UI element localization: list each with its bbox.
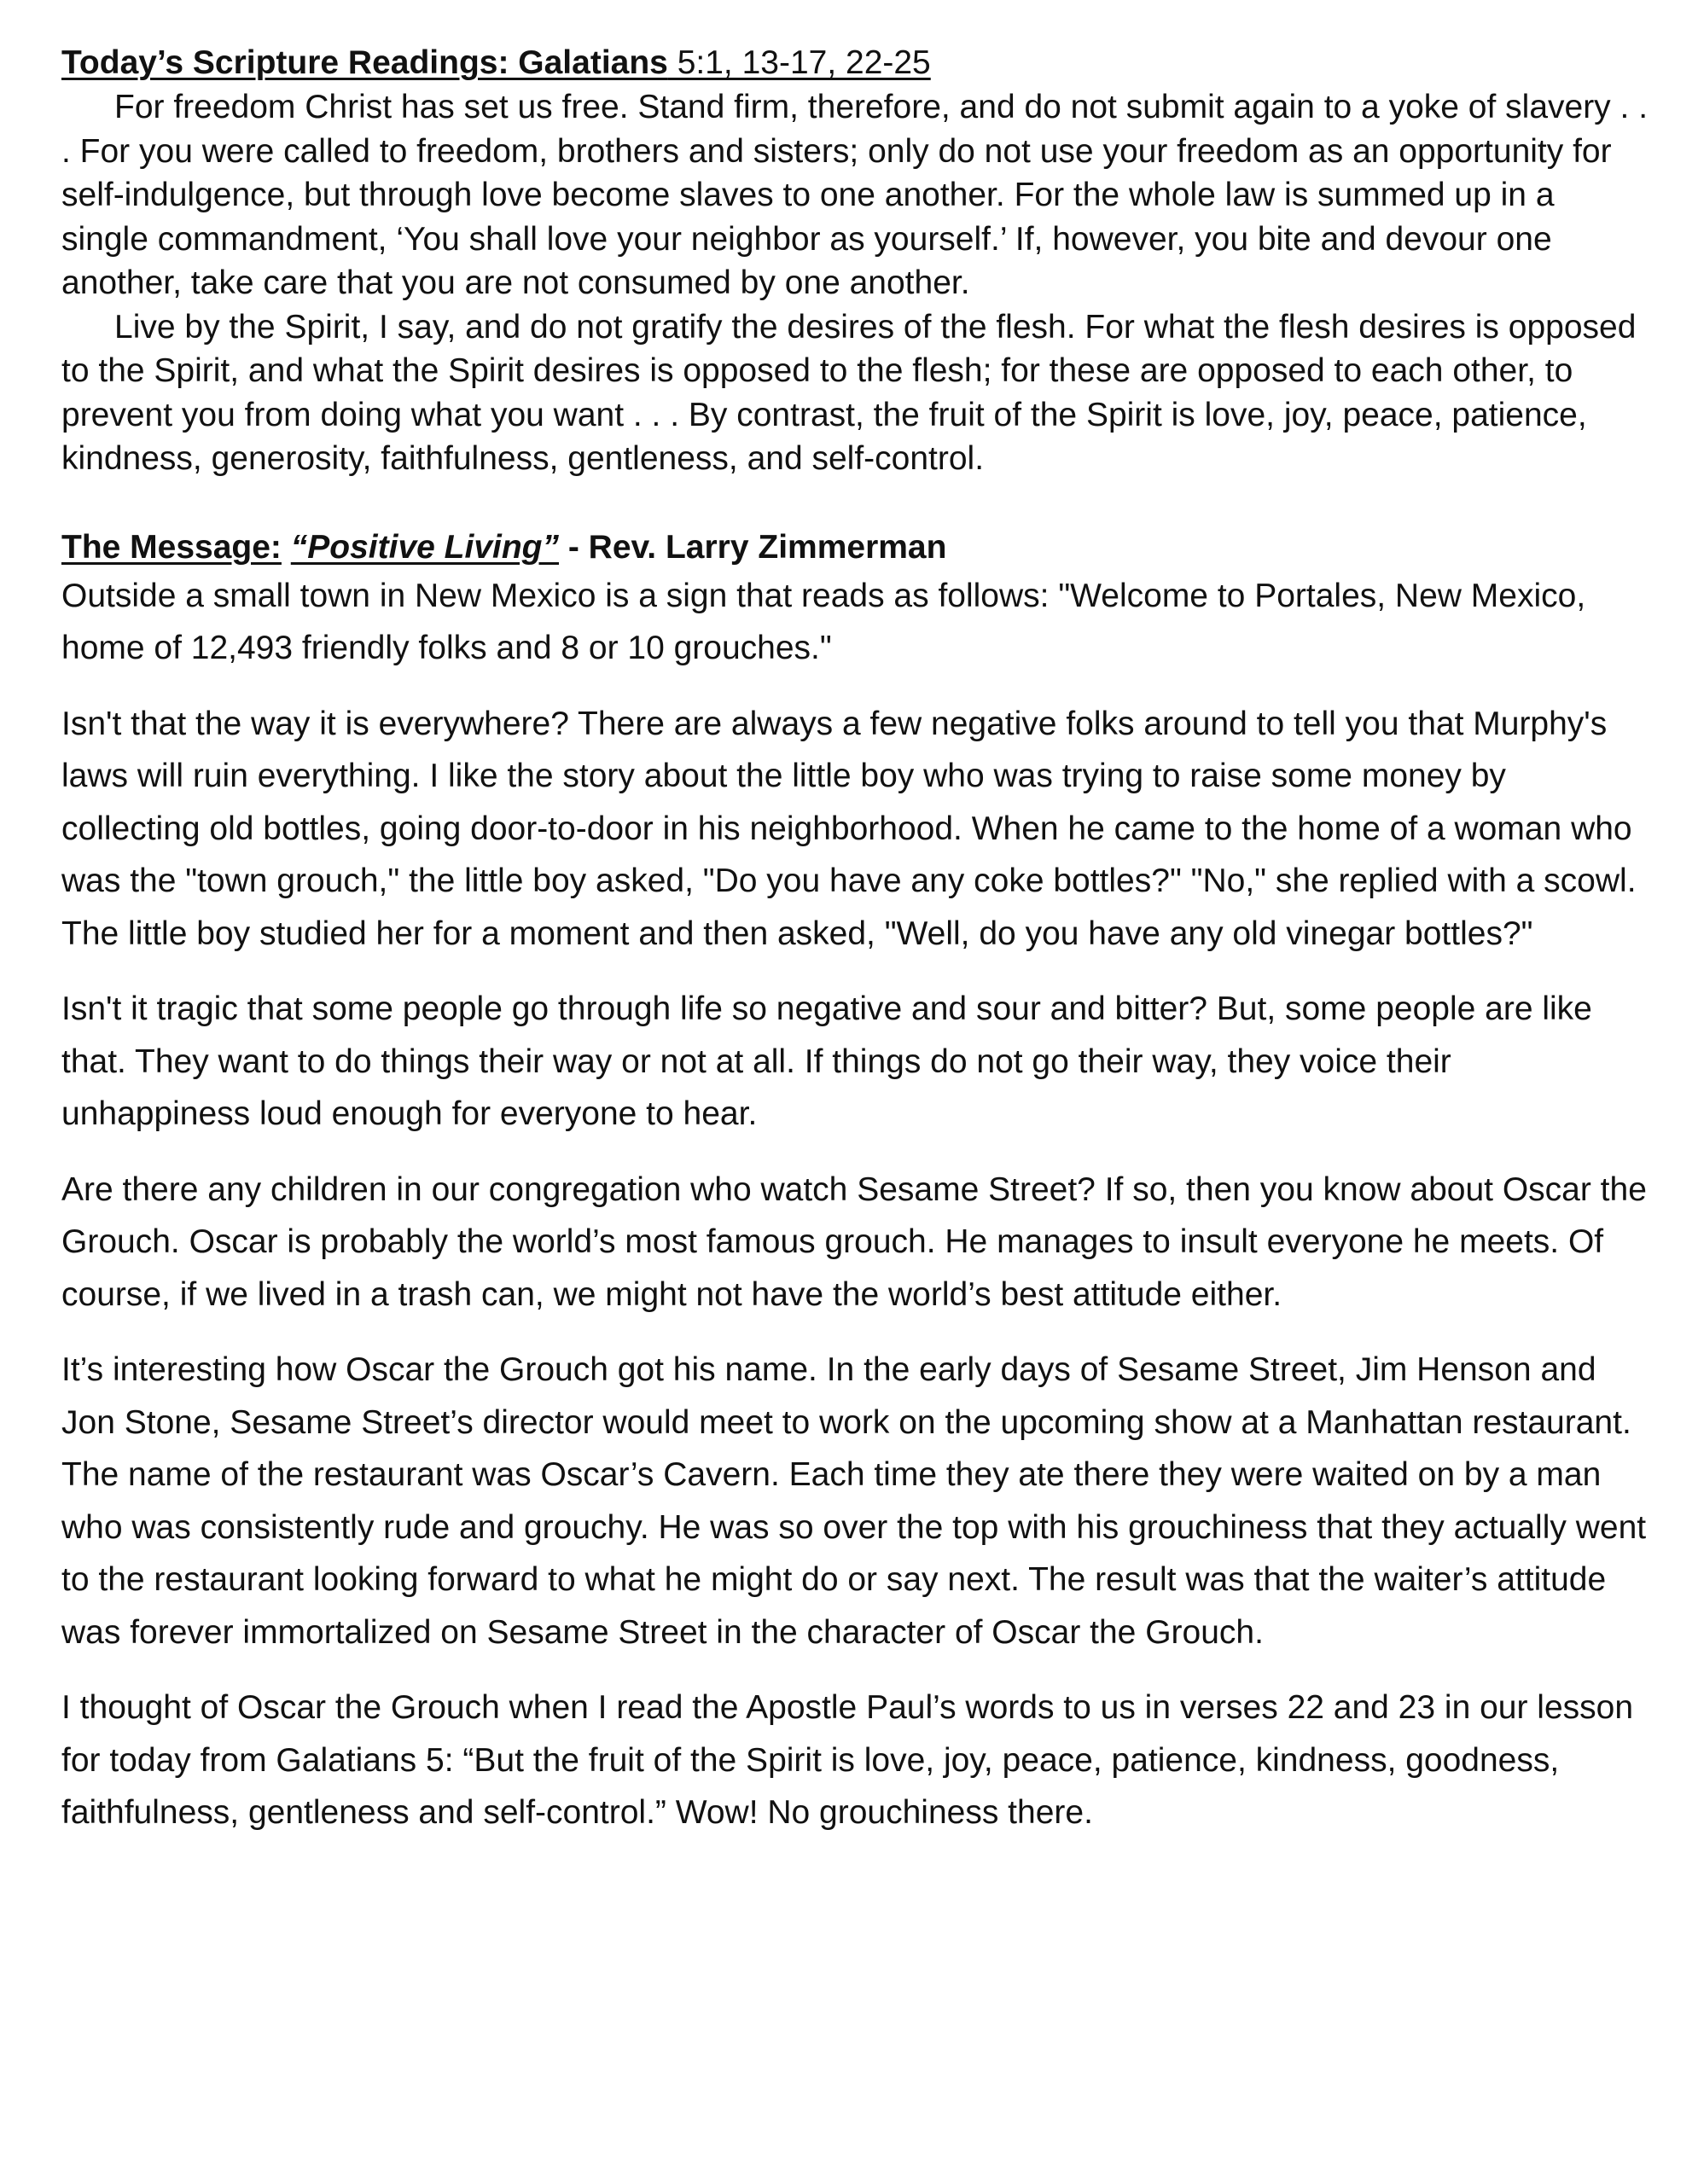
message-paragraph-1: Outside a small town in New Mexico is a sign that reads as follows: "Welcome to Portales, New Mexico, home of 12,493 friendly folks and 8 or 10 grouches."	[61, 577, 1586, 666]
message-paragraph-5: It’s interesting how Oscar the Grouch got his name. In the early days of Sesame Street, Jim Henson and Jon Stone, Sesame Street’s director would meet to work on the upcoming show at a Manhattan restaurant. The name of the restaurant was Oscar’s Cavern. Each time they ate there they were waited on by a man who was consistently rude and grouchy. He was so over the top with his grouchiness that they actually went to the restaurant looking forward to what he might do or say next. The result was that the waiter’s attitude was forever immortalized on Sesame Street in the character of Oscar the Grouch.	[61, 1351, 1647, 1651]
message-paragraph-2: Isn't that the way it is everywhere? There are always a few negative folks around to tell you that Murphy's laws will ruin everything. I like the story about the little boy who was trying to raise some money by collecting old bottles, going door-to-door in his neighborhood. When he came to the home of a woman who was the "town grouch," the little boy asked, "Do you have any coke bottles?" "No," she replied with a scowl. The little boy studied her for a moment and then asked, "Well, do you have any old vinegar bottles?"	[61, 705, 1637, 952]
bulletin-page	[61, 41, 1649, 1862]
scripture-paragraph-2: Live by the Spirit, I say, and do not gratify the desires of the flesh. For what the flesh desires is opposed to the Spirit, and what the Spirit desires is opposed to the flesh; for these are opposed to each other, to prevent you from doing what you want . . . By contrast, the fruit of the Spirit is love, joy, peace, patience, kindness, generosity, faithfulness, gentleness, and self-control.	[61, 308, 1637, 477]
scripture-heading-label: Today’s Scripture Readings: Galatians	[61, 44, 668, 81]
message-paragraph-6: I thought of Oscar the Grouch when I read the Apostle Paul’s words to us in verses 22 and 23 in our lesson for today from Galatians 5: “But the fruit of the Spirit is love, joy, peace, patience, kindness, goodness, faithfulness, gentleness and self-control.” Wow! No grouchiness there.	[61, 1689, 1634, 1831]
scripture-heading	[61, 41, 1649, 85]
message-paragraph-4: Are there any children in our congregation who watch Sesame Street? If so, then you know about Oscar the Grouch. Oscar is probably the world’s most famous grouch. He manages to insult everyone he meets. Of course, if we lived in a trash can, we might not have the world’s best attitude either.	[61, 1170, 1647, 1313]
message-heading-label: The Message:	[61, 528, 282, 566]
scripture-paragraph-1: For freedom Christ has set us free. Stand firm, therefore, and do not submit again to a yoke of slavery . . . For you were called to freedom, brothers and sisters; only do not use your freedom as an opportunity for self-indulgence, but through love become slaves to one another. For the whole law is summed up in a single commandment, ‘You shall love your neighbor as yourself.’ If, however, you bite and devour one another, take care that you are not consumed by one another.	[61, 89, 1649, 301]
message-heading	[61, 526, 1649, 570]
message-paragraph-3: Isn't it tragic that some people go through life so negative and sour and bitter? But, some people are like that. They want to do things their way or not at all. If things do not go their way, they voice their unhappiness loud enough for everyone to hear.	[61, 990, 1592, 1132]
message-title: “Positive Living”	[290, 528, 559, 566]
scripture-heading-reference: 5:1, 13-17, 22-25	[667, 44, 931, 81]
message-author: - Rev. Larry Zimmerman	[559, 528, 947, 566]
